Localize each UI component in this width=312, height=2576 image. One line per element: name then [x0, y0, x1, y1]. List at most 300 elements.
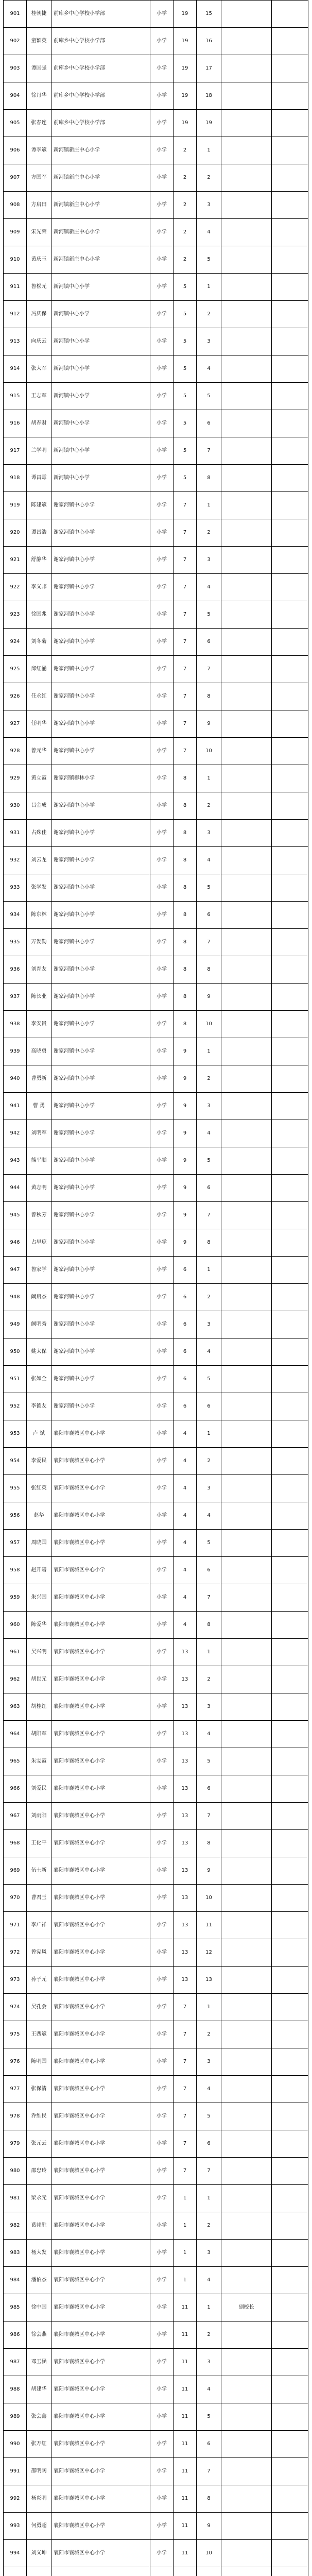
school-name-cell: 新河镇新庄中心小学: [51, 137, 150, 164]
teacher-name-cell: 李义邦: [27, 574, 51, 601]
school-name-cell: 谢家河镇中心小学: [51, 1120, 150, 1147]
remark-cell: [221, 956, 272, 984]
empty-cell: [272, 1967, 308, 1994]
school-name-cell: 襄阳市襄城区中心小学: [51, 1967, 150, 1994]
group-number-cell: 8: [174, 792, 197, 820]
remark-cell: [221, 2321, 272, 2349]
school-level-cell: 小学: [150, 2130, 174, 2158]
table-row: [4, 1721, 308, 1748]
seq-number-cell: 3: [197, 2048, 221, 2076]
school-level-cell: 小学: [150, 2212, 174, 2240]
seq-number-cell: 4: [197, 1120, 221, 1147]
seq-number-cell: 3: [197, 1475, 221, 1502]
row-number-cell: 990: [4, 2431, 27, 2458]
group-number-cell: 6: [174, 1366, 197, 1393]
teacher-name-cell: 谭李斌: [27, 137, 51, 164]
row-number-cell: 950: [4, 1338, 27, 1366]
row-number-cell: 937: [4, 984, 27, 1011]
row-number-cell: 924: [4, 629, 27, 656]
group-number-cell: 11: [174, 2513, 197, 2540]
empty-cell: [272, 1557, 308, 1584]
school-level-cell: 小学: [150, 956, 174, 984]
seq-number-cell: 1: [197, 2185, 221, 2212]
teacher-name-cell: 吴孔会: [27, 1994, 51, 2021]
empty-cell: [272, 1311, 308, 1338]
school-name-cell: 襄阳市襄城区中心小学: [51, 1994, 150, 2021]
school-name-cell: 襄阳市襄城区中心小学: [51, 1557, 150, 1584]
empty-cell: [272, 1, 308, 28]
row-number-cell: 934: [4, 902, 27, 929]
teacher-name-cell: 李德友: [27, 1393, 51, 1420]
teacher-name-cell: 冯庆保: [27, 301, 51, 328]
group-number-cell: 7: [174, 547, 197, 574]
remark-cell: [221, 1857, 272, 1885]
seq-number-cell: 9: [197, 2513, 221, 2540]
table-row: [4, 984, 308, 1011]
row-number-cell: 922: [4, 574, 27, 601]
school-level-cell: 小学: [150, 792, 174, 820]
empty-cell: [272, 1748, 308, 1775]
remark-cell: [221, 765, 272, 792]
row-number-cell: 933: [4, 874, 27, 902]
remark-cell: [221, 629, 272, 656]
row-number-cell: 947: [4, 1257, 27, 1284]
empty-cell: [272, 956, 308, 984]
school-name-cell: 前库乡中心学校小学部: [51, 28, 150, 55]
empty-cell: [272, 2513, 308, 2540]
empty-cell: [272, 765, 308, 792]
group-number-cell: 13: [174, 1803, 197, 1830]
school-level-cell: 小学: [150, 1011, 174, 1038]
school-name-cell: 襄阳市襄城区中心小学: [51, 1830, 150, 1857]
seq-number-cell: 7: [197, 929, 221, 956]
group-number-cell: 13: [174, 1912, 197, 1939]
teacher-name-cell: 谭昌霉: [27, 465, 51, 492]
empty-cell: [272, 2376, 308, 2403]
teacher-name-cell: 刘冬菊: [27, 629, 51, 656]
school-level-cell: [150, 2567, 174, 2576]
school-name-cell: 襄阳市襄城区中心小学: [51, 2485, 150, 2513]
school-level-cell: 小学: [150, 1093, 174, 1120]
teacher-name-cell: 曹君玉: [27, 1885, 51, 1912]
teacher-name-cell: 邓玉涵: [27, 2349, 51, 2376]
remark-cell: [221, 28, 272, 55]
school-level-cell: 小学: [150, 2540, 174, 2567]
seq-number-cell: 12: [197, 1939, 221, 1967]
teacher-name-cell: 邵明阔: [27, 2458, 51, 2485]
teacher-name-cell: 任永红: [27, 683, 51, 710]
teacher-name-cell: 陈长业: [27, 984, 51, 1011]
remark-cell: [221, 274, 272, 301]
seq-number-cell: 2: [197, 519, 221, 547]
remark-cell: [221, 2567, 272, 2576]
school-level-cell: 小学: [150, 1584, 174, 1612]
empty-cell: [272, 192, 308, 219]
remark-cell: [221, 2458, 272, 2485]
teacher-name-cell: 曾秋芳: [27, 1202, 51, 1229]
group-number-cell: [174, 2567, 197, 2576]
school-level-cell: 小学: [150, 984, 174, 1011]
remark-cell: [221, 2485, 272, 2513]
remark-cell: [221, 2212, 272, 2240]
school-name-cell: 襄阳市襄城区中心小学: [51, 1584, 150, 1612]
school-level-cell: 小学: [150, 929, 174, 956]
teacher-name-cell: 占早琼: [27, 1229, 51, 1257]
table-row: [4, 2485, 308, 2513]
empty-cell: [272, 738, 308, 765]
remark-cell: [221, 1475, 272, 1502]
teacher-name-cell: 张学发: [27, 874, 51, 902]
school-level-cell: 小学: [150, 2021, 174, 2048]
school-level-cell: 小学: [150, 2076, 174, 2103]
row-number-cell: 989: [4, 2403, 27, 2431]
teacher-name-cell: 陈明国: [27, 2048, 51, 2076]
row-number-cell: 978: [4, 2103, 27, 2130]
teacher-name-cell: 鲁松元: [27, 274, 51, 301]
table-row: [4, 1229, 308, 1257]
row-number-cell: 907: [4, 164, 27, 192]
school-name-cell: 襄阳市襄城区中心小学: [51, 2540, 150, 2567]
empty-cell: [272, 465, 308, 492]
row-number-cell: 980: [4, 2158, 27, 2185]
table-row: [4, 192, 308, 219]
school-level-cell: 小学: [150, 246, 174, 274]
remark-cell: [221, 1202, 272, 1229]
table-row: [4, 2349, 308, 2376]
school-level-cell: 小学: [150, 1530, 174, 1557]
row-number-cell: 903: [4, 55, 27, 82]
table-row: [4, 355, 308, 383]
teacher-name-cell: 周晓国: [27, 1530, 51, 1557]
school-name-cell: 新河镇中心小学: [51, 328, 150, 355]
teacher-name-cell: 葛邦胜: [27, 2212, 51, 2240]
school-name-cell: 新河镇新庄中心小学: [51, 219, 150, 246]
seq-number-cell: 2: [197, 2212, 221, 2240]
table-row: [4, 2240, 308, 2267]
school-name-cell: 谢家河镇中心小学: [51, 820, 150, 847]
school-level-cell: 小学: [150, 1502, 174, 1530]
remark-cell: [221, 1065, 272, 1093]
remark-cell: [221, 1502, 272, 1530]
seq-number-cell: 9: [197, 710, 221, 738]
teacher-name-cell: 王西斌: [27, 2021, 51, 2048]
seq-number-cell: 4: [197, 2076, 221, 2103]
group-number-cell: 11: [174, 2403, 197, 2431]
remark-cell: [221, 1011, 272, 1038]
empty-cell: [272, 274, 308, 301]
teacher-name-cell: 胡阳军: [27, 1721, 51, 1748]
seq-number-cell: 3: [197, 192, 221, 219]
remark-cell: [221, 1338, 272, 1366]
row-number-cell: 919: [4, 492, 27, 519]
teacher-name-cell: 朱雯霞: [27, 1748, 51, 1775]
school-level-cell: 小学: [150, 383, 174, 410]
table-row: [4, 1693, 308, 1721]
seq-number-cell: [197, 2567, 221, 2576]
school-level-cell: 小学: [150, 2376, 174, 2403]
group-number-cell: 13: [174, 1830, 197, 1857]
school-level-cell: 小学: [150, 1038, 174, 1065]
table-row: [4, 1939, 308, 1967]
teacher-name-cell: 胡桂红: [27, 1693, 51, 1721]
group-number-cell: 5: [174, 301, 197, 328]
row-number-cell: 966: [4, 1775, 27, 1803]
school-level-cell: 小学: [150, 1338, 174, 1366]
empty-cell: [272, 219, 308, 246]
school-name-cell: 襄阳市襄城区中心小学: [51, 2185, 150, 2212]
seq-number-cell: 4: [197, 1502, 221, 1530]
group-number-cell: 2: [174, 164, 197, 192]
remark-cell: [221, 1120, 272, 1147]
row-number-cell: 920: [4, 519, 27, 547]
group-number-cell: 7: [174, 2048, 197, 2076]
school-level-cell: 小学: [150, 1448, 174, 1475]
school-level-cell: 小学: [150, 192, 174, 219]
school-level-cell: 小学: [150, 1803, 174, 1830]
teacher-name-cell: 杨大发: [27, 2240, 51, 2267]
table-row: [4, 1475, 308, 1502]
remark-cell: [221, 1147, 272, 1175]
group-number-cell: 2: [174, 219, 197, 246]
empty-cell: [272, 355, 308, 383]
empty-cell: [272, 1202, 308, 1229]
row-number-cell: 912: [4, 301, 27, 328]
group-number-cell: 8: [174, 874, 197, 902]
table-row: [4, 574, 308, 601]
school-name-cell: 谢家河镇中心小学: [51, 1011, 150, 1038]
group-number-cell: 7: [174, 2158, 197, 2185]
seq-number-cell: 2: [197, 301, 221, 328]
school-level-cell: 小学: [150, 519, 174, 547]
empty-cell: [272, 328, 308, 355]
seq-number-cell: 4: [197, 2376, 221, 2403]
school-level-cell: 小学: [150, 1393, 174, 1420]
school-name-cell: 襄阳市襄城区中心小学: [51, 1803, 150, 1830]
teacher-name-cell: 万发勤: [27, 929, 51, 956]
teacher-name-cell: 阙明秀: [27, 1311, 51, 1338]
table-row: [4, 492, 308, 519]
school-name-cell: 谢家河镇中心小学: [51, 1175, 150, 1202]
teacher-name-cell: 徐会燕: [27, 2321, 51, 2349]
empty-cell: [272, 710, 308, 738]
table-row: [4, 1530, 308, 1557]
table-row: [4, 601, 308, 629]
remark-cell: [221, 902, 272, 929]
school-level-cell: 小学: [150, 2431, 174, 2458]
school-name-cell: 襄阳市襄城区中心小学: [51, 1721, 150, 1748]
seq-number-cell: 5: [197, 1530, 221, 1557]
group-number-cell: 7: [174, 2103, 197, 2130]
school-level-cell: 小学: [150, 1175, 174, 1202]
seq-number-cell: 3: [197, 2240, 221, 2267]
row-number-cell: 961: [4, 1639, 27, 1666]
school-name-cell: 谢家河镇中心小学: [51, 902, 150, 929]
empty-cell: [272, 137, 308, 164]
row-number-cell: 926: [4, 683, 27, 710]
row-number-cell: 943: [4, 1147, 27, 1175]
group-number-cell: 11: [174, 2294, 197, 2321]
row-number-cell: 951: [4, 1366, 27, 1393]
school-name-cell: 襄阳市襄城区中心小学: [51, 1612, 150, 1639]
remark-cell: [221, 547, 272, 574]
school-name-cell: 襄阳市襄城区中心小学: [51, 1666, 150, 1693]
school-level-cell: 小学: [150, 1420, 174, 1448]
row-number-cell: 935: [4, 929, 27, 956]
empty-cell: [272, 2294, 308, 2321]
group-number-cell: 11: [174, 2431, 197, 2458]
row-number-cell: 901: [4, 1, 27, 28]
school-name-cell: 襄阳市襄城区中心小学: [51, 2240, 150, 2267]
remark-cell: [221, 1612, 272, 1639]
seq-number-cell: 3: [197, 547, 221, 574]
remark-cell: [221, 164, 272, 192]
school-name-cell: 襄阳市襄城区中心小学: [51, 1420, 150, 1448]
remark-cell: [221, 82, 272, 110]
school-name-cell: 新河镇新庄中心小学: [51, 246, 150, 274]
seq-number-cell: 5: [197, 1147, 221, 1175]
school-level-cell: 小学: [150, 1366, 174, 1393]
empty-cell: [272, 574, 308, 601]
table-row: [4, 2267, 308, 2294]
row-number-cell: 936: [4, 956, 27, 984]
remark-cell: [221, 1, 272, 28]
empty-cell: [272, 1284, 308, 1311]
table-row: [4, 437, 308, 465]
school-level-cell: 小学: [150, 492, 174, 519]
remark-cell: [221, 1584, 272, 1612]
row-number-cell: 991: [4, 2458, 27, 2485]
empty-cell: [272, 437, 308, 465]
school-name-cell: 谢家河镇中心小学: [51, 956, 150, 984]
school-name-cell: 谢家河镇中心小学: [51, 1257, 150, 1284]
remark-cell: [221, 192, 272, 219]
row-number-cell: 930: [4, 792, 27, 820]
row-number-cell: 976: [4, 2048, 27, 2076]
seq-number-cell: 2: [197, 1448, 221, 1475]
school-name-cell: 谢家河镇中心小学: [51, 1311, 150, 1338]
seq-number-cell: 10: [197, 2540, 221, 2567]
group-number-cell: 4: [174, 1557, 197, 1584]
school-level-cell: 小学: [150, 28, 174, 55]
table-row: [4, 1803, 308, 1830]
seq-number-cell: 3: [197, 1693, 221, 1721]
table-row: [4, 874, 308, 902]
school-name-cell: 谢家河镇中心小学: [51, 1147, 150, 1175]
school-level-cell: 小学: [150, 2267, 174, 2294]
table-row: [4, 656, 308, 683]
remark-cell: [221, 1994, 272, 2021]
remark-cell: [221, 1967, 272, 1994]
school-level-cell: 小学: [150, 274, 174, 301]
table-row: [4, 519, 308, 547]
empty-cell: [272, 2130, 308, 2158]
school-name-cell: 谢家河镇中心小学: [51, 710, 150, 738]
remark-cell: [221, 1175, 272, 1202]
empty-cell: [272, 2212, 308, 2240]
table-row: [4, 164, 308, 192]
school-name-cell: 襄阳市襄城区中心小学: [51, 1639, 150, 1666]
remark-cell: [221, 1393, 272, 1420]
school-level-cell: 小学: [150, 2403, 174, 2431]
table-row: [4, 328, 308, 355]
row-number-cell: 917: [4, 437, 27, 465]
row-number-cell: 915: [4, 383, 27, 410]
remark-cell: [221, 2349, 272, 2376]
teacher-name-cell: 高晓勇: [27, 1038, 51, 1065]
school-name-cell: 谢家河镇中心小学: [51, 929, 150, 956]
empty-cell: [272, 2267, 308, 2294]
group-number-cell: 9: [174, 1202, 197, 1229]
row-number-cell: 928: [4, 738, 27, 765]
seq-number-cell: 7: [197, 656, 221, 683]
school-name-cell: 襄阳市襄城区中心小学: [51, 2513, 150, 2540]
seq-number-cell: 8: [197, 683, 221, 710]
empty-cell: [272, 383, 308, 410]
empty-cell: [272, 1366, 308, 1393]
remark-cell: [221, 328, 272, 355]
table-row: [4, 274, 308, 301]
seq-number-cell: 3: [197, 820, 221, 847]
empty-cell: [272, 2021, 308, 2048]
seq-number-cell: 5: [197, 383, 221, 410]
teacher-name-cell: 徐国兆: [27, 601, 51, 629]
seq-number-cell: 4: [197, 219, 221, 246]
teacher-name-cell: 刘爱民: [27, 1775, 51, 1803]
row-number-cell: 960: [4, 1612, 27, 1639]
table-row: [4, 1038, 308, 1065]
school-level-cell: 小学: [150, 1994, 174, 2021]
row-number-cell: 921: [4, 547, 27, 574]
school-level-cell: 小学: [150, 2103, 174, 2130]
row-number-cell: 965: [4, 1748, 27, 1775]
remark-cell: [221, 710, 272, 738]
teacher-name-cell: 乔维民: [27, 2103, 51, 2130]
school-name-cell: 谢家河镇中心小学: [51, 1338, 150, 1366]
group-number-cell: 4: [174, 1530, 197, 1557]
seq-number-cell: 7: [197, 1584, 221, 1612]
row-number-cell: 975: [4, 2021, 27, 2048]
table-row: [4, 929, 308, 956]
group-number-cell: 5: [174, 274, 197, 301]
teacher-name-cell: 黄志明: [27, 1175, 51, 1202]
empty-cell: [272, 2458, 308, 2485]
table-row: [4, 1, 308, 28]
group-number-cell: 2: [174, 192, 197, 219]
seq-number-cell: 18: [197, 82, 221, 110]
teacher-name-cell: 陈建斌: [27, 492, 51, 519]
empty-cell: [272, 110, 308, 137]
group-number-cell: 1: [174, 2240, 197, 2267]
group-number-cell: 8: [174, 956, 197, 984]
table-row: [4, 1065, 308, 1093]
school-level-cell: 小学: [150, 1967, 174, 1994]
row-number-cell: 967: [4, 1803, 27, 1830]
row-number-cell: 955: [4, 1475, 27, 1502]
table-row: [4, 2403, 308, 2431]
teacher-name-cell: 桂朝捷: [27, 1, 51, 28]
table-row: [4, 1830, 308, 1857]
row-number-cell: 981: [4, 2185, 27, 2212]
remark-cell: [221, 2513, 272, 2540]
group-number-cell: 13: [174, 1721, 197, 1748]
group-number-cell: 1: [174, 2212, 197, 2240]
seq-number-cell: 6: [197, 410, 221, 437]
remark-cell: [221, 1721, 272, 1748]
group-number-cell: 9: [174, 1093, 197, 1120]
row-number-cell: 970: [4, 1885, 27, 1912]
seq-number-cell: 5: [197, 874, 221, 902]
empty-cell: [272, 929, 308, 956]
